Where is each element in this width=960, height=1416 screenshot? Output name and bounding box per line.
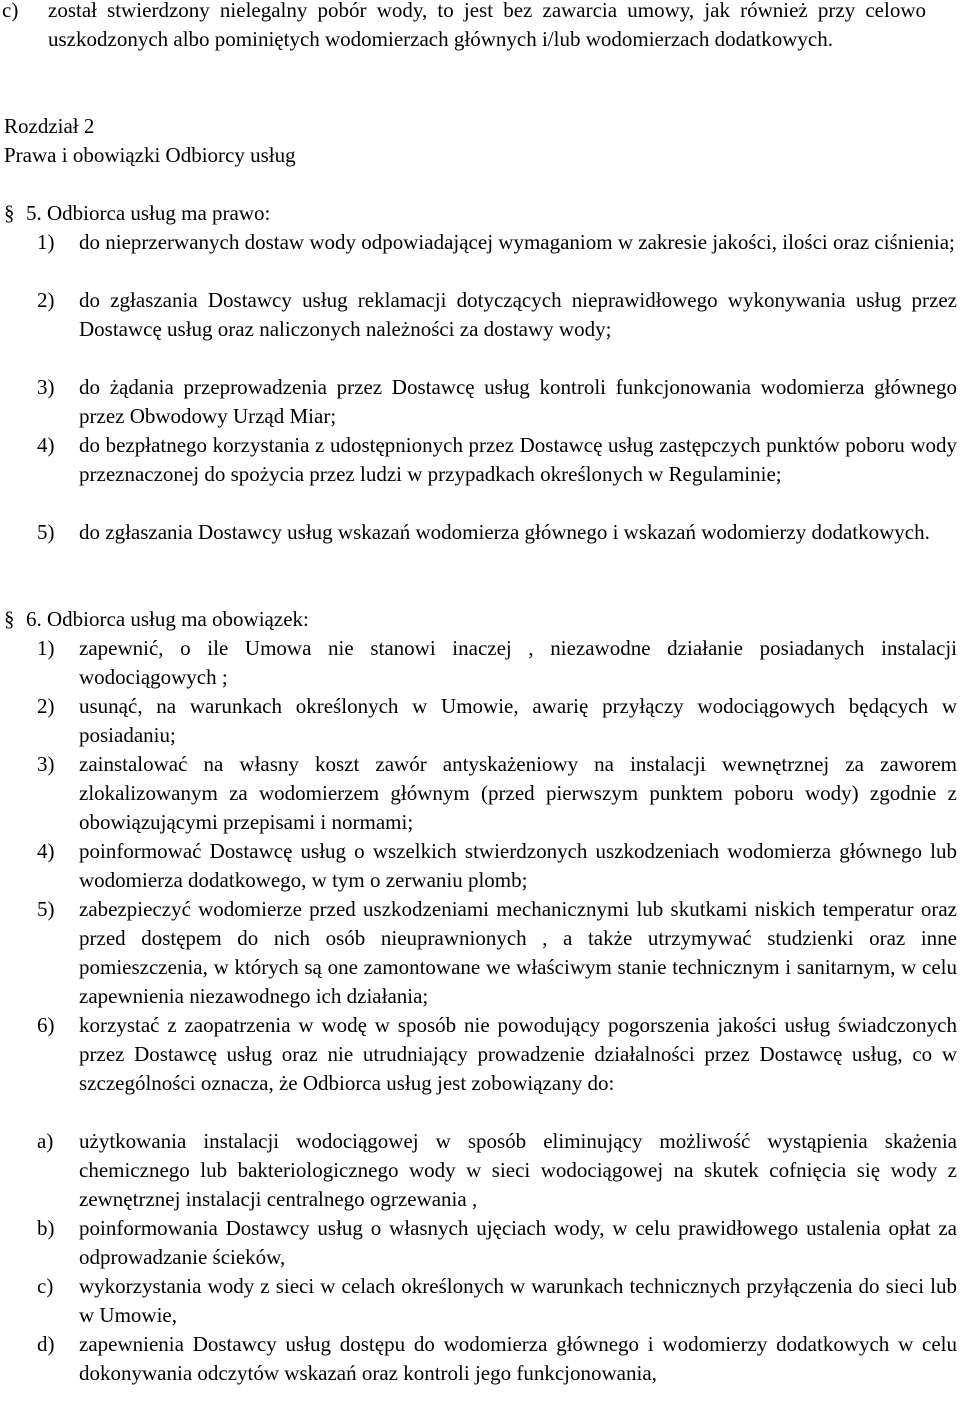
section-heading-text: 6. Odbiorca usług ma obowiązek: xyxy=(26,607,309,631)
sub-list-item xyxy=(37,1214,957,1272)
list-item xyxy=(2,0,926,54)
list-item xyxy=(37,373,957,431)
item-label: 3) xyxy=(37,375,55,399)
item-text: usunąć, na warunkach określonych w Umowie, awarię przyłączy wodociągowych będących w posiadaniu; xyxy=(79,694,957,747)
section-heading xyxy=(4,605,309,634)
sub-list-item xyxy=(37,1330,957,1388)
item-label: 4) xyxy=(37,839,55,863)
list-item xyxy=(37,518,957,547)
item-text: poinformowania Dostawcy usług o własnych ujęciach wody, w celu prawidłowego ustalenia opłat za odprowadzanie ścieków, xyxy=(79,1216,957,1269)
list-item xyxy=(37,286,957,344)
item-label: d) xyxy=(37,1332,55,1356)
item-label: 2) xyxy=(37,694,55,718)
item-text: do nieprzerwanych dostaw wody odpowiadającej wymaganiom w zakresie jakości, ilości oraz ciśnienia; xyxy=(79,230,955,254)
list-item xyxy=(37,750,957,837)
item-text: korzystać z zaopatrzenia w wodę w sposób nie powodujący pogorszenia jakości usług świadczonych przez Dostawcę usług oraz nie utrudniający prowadzenie działalności przez Dostawcę usług, co w szczególności oznacza, że Odbiorca usług jest zobowiązany do: xyxy=(79,1013,957,1095)
item-label: 5) xyxy=(37,897,55,921)
paragraph-sign: § xyxy=(4,607,15,631)
section-heading xyxy=(4,199,270,228)
list-item xyxy=(37,692,957,750)
list-item xyxy=(37,895,957,1011)
item-text: został stwierdzony nielegalny pobór wody, to jest bez zawarcia umowy, jak również przy celowo uszkodzonych albo pominiętych wodomierzach głównych i/lub wodomierzach dodatkowych. xyxy=(48,0,926,51)
list-item xyxy=(37,1011,957,1098)
section-heading-text: 5. Odbiorca usług ma prawo: xyxy=(26,201,271,225)
list-item xyxy=(37,228,957,257)
list-item xyxy=(37,431,957,489)
chapter-title: Prawa i obowiązki Odbiorcy usług xyxy=(4,143,296,167)
list-item xyxy=(37,634,957,692)
item-label: c) xyxy=(37,1274,54,1298)
item-text: użytkowania instalacji wodociągowej w sposób eliminujący możliwość wystąpienia skażenia chemicznego lub bakteriologicznego wody w sieci wodociągowej na skutek cofnięcia się wody z zewnętrznej instalacji centralnego ogrzewania , xyxy=(79,1129,957,1211)
item-label: 6) xyxy=(37,1013,55,1037)
item-text: zainstalować na własny koszt zawór antyskażeniowy na instalacji wewnętrznej za zaworem zlokalizowanym za wodomierzem głównym (przed pierwszym punktem poboru wody) zgodnie z obowiązującymi przepisami i normami; xyxy=(79,752,957,834)
item-label: 2) xyxy=(37,288,55,312)
item-text: zabezpieczyć wodomierze przed uszkodzeniami mechanicznymi lub skutkami niskich temperatur oraz przed dostępem do nich osób nieuprawnionych , a także utrzymywać studzienki oraz inne pomieszczenia, w których są one zamontowane we właściwym stanie technicznym i sanitarnym, w celu zapewnienia niezawodnego ich działania; xyxy=(79,897,957,1008)
item-text: poinformować Dostawcę usług o wszelkich stwierdzonych uszkodzeniach wodomierza głównego lub wodomierza dodatkowego, w tym o zerwaniu plomb; xyxy=(79,839,957,892)
sub-list-item xyxy=(37,1272,957,1330)
item-label: a) xyxy=(37,1129,54,1153)
item-text: do bezpłatnego korzystania z udostępnionych przez Dostawcę usług zastępczych punktów poboru wody przeznaczonej do spożycia przez ludzi w przypadkach określonych w Regulaminie; xyxy=(79,433,957,486)
sub-list-item xyxy=(37,1127,957,1214)
item-label: 3) xyxy=(37,752,55,776)
item-text: zapewnienia Dostawcy usług dostępu do wodomierza głównego i wodomierzy dodatkowych w celu dokonywania odczytów wskazań oraz kontroli jego funkcjonowania, xyxy=(79,1332,957,1385)
item-text: do zgłaszania Dostawcy usług wskazań wodomierza głównego i wskazań wodomierzy dodatkowych. xyxy=(79,520,930,544)
item-text: do żądania przeprowadzenia przez Dostawcę usług kontroli funkcjonowania wodomierza głównego przez Obwodowy Urząd Miar; xyxy=(79,375,957,428)
item-label: c) xyxy=(2,0,19,22)
item-text: zapewnić, o ile Umowa nie stanowi inaczej , niezawodne działanie posiadanych instalacji wodociągowych ; xyxy=(79,636,957,689)
item-label: b) xyxy=(37,1216,55,1240)
item-label: 1) xyxy=(37,636,55,660)
paragraph-sign: § xyxy=(4,201,15,225)
list-item xyxy=(37,837,957,895)
item-label: 5) xyxy=(37,520,55,544)
chapter-number: Rozdział 2 xyxy=(4,114,95,138)
item-label: 4) xyxy=(37,433,55,457)
item-text: do zgłaszania Dostawcy usług reklamacji dotyczących nieprawidłowego wykonywania usług przez Dostawcę usług oraz naliczonych należności za dostawy wody; xyxy=(79,288,957,341)
item-label: 1) xyxy=(37,230,55,254)
item-text: wykorzystania wody z sieci w celach określonych w warunkach technicznych przyłączenia do sieci lub w Umowie, xyxy=(79,1274,957,1327)
